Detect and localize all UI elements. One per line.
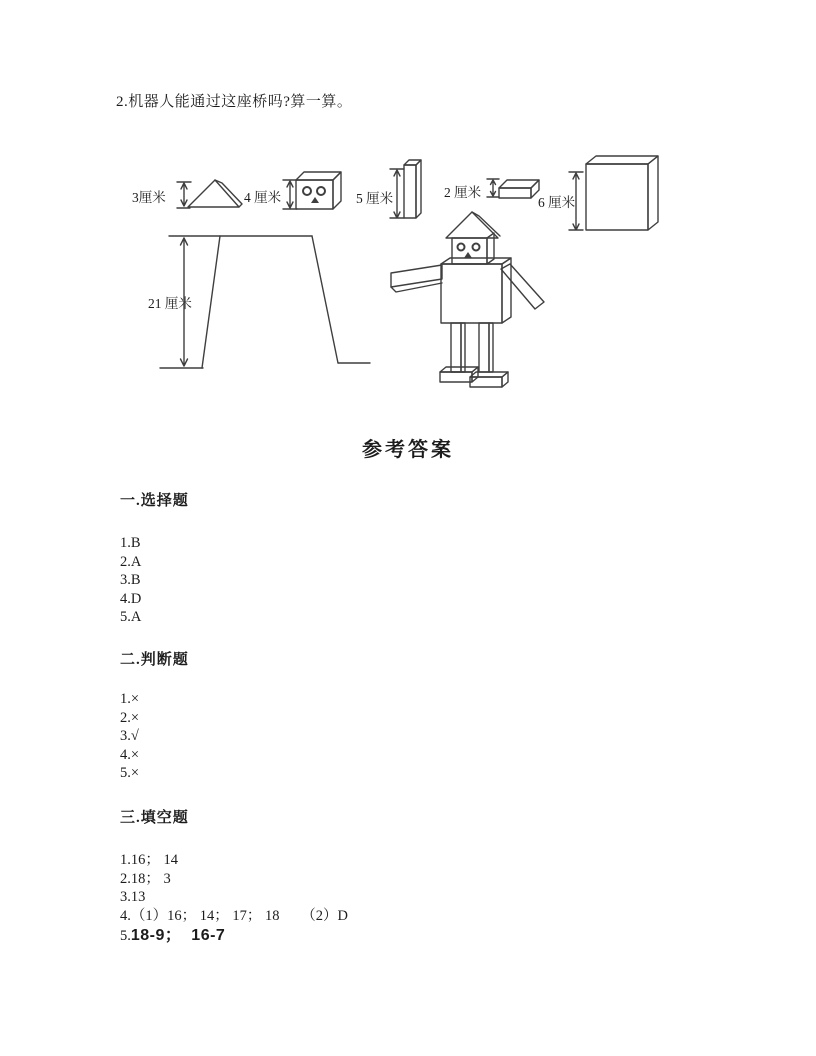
answer-line: 5.×	[120, 765, 140, 782]
answer-key-title: 参考答案	[362, 439, 454, 461]
answer-line: 1.B	[120, 535, 141, 551]
cube-shape	[538, 156, 658, 230]
column-shape	[356, 160, 421, 218]
judgement-answers	[120, 690, 139, 783]
answer-number: 5.	[120, 928, 131, 945]
fill-answers	[120, 851, 348, 946]
answer-line: 3.B	[120, 572, 141, 589]
answer-line: 3.13	[120, 889, 146, 906]
robot-foot	[440, 372, 472, 382]
robot-foot	[470, 377, 502, 387]
section-heading-judgement: 二.判断题	[120, 652, 189, 668]
robot-head	[452, 238, 487, 264]
bridge-outline	[148, 236, 370, 368]
answer-line: 2.A	[120, 553, 142, 570]
answer-line: 4.（1）16； 14； 17； 18 （2）D	[120, 907, 348, 924]
choice-answers	[120, 534, 141, 627]
answer-line: 2.18； 3	[120, 870, 171, 887]
robot-leg	[451, 323, 461, 372]
answer-line: 1.16； 14	[120, 852, 178, 868]
slab-dim-label: 2 厘米	[444, 185, 482, 200]
head-block-dim-arrow	[283, 180, 297, 209]
answer-line: 1.×	[120, 691, 140, 707]
robot-body	[441, 264, 502, 323]
robot-hat	[446, 212, 498, 238]
bridge-dim-label: 21 厘米	[148, 296, 192, 311]
column-dim-label: 5 厘米	[356, 191, 394, 206]
problem-figure	[120, 150, 680, 400]
wedge-dim-arrow	[177, 182, 191, 208]
answer-line: 4.×	[120, 746, 140, 763]
wedge-shape	[132, 180, 242, 208]
slab-shape	[444, 179, 539, 200]
section-heading-choice: 一.选择题	[120, 493, 189, 509]
cube-dim-label: 6 厘米	[538, 195, 576, 210]
robot-right-arm	[501, 264, 544, 309]
answer-line: 3.√	[120, 728, 139, 745]
wedge-dim-label: 3厘米	[132, 190, 166, 205]
answer-line: 5.A	[120, 609, 142, 626]
answer-bold-text: 18-9； 16-7	[130, 927, 226, 945]
answer-line: 4.D	[120, 590, 142, 607]
robot-leg	[479, 323, 489, 372]
answer-line	[120, 927, 348, 946]
robot-drawing	[391, 212, 544, 387]
question-title: 2.机器人能通过这座桥吗?算一算。	[116, 94, 353, 110]
slab-dim-arrow	[487, 179, 499, 197]
robot-eye	[473, 244, 480, 251]
figure-drawing	[120, 150, 680, 400]
robot-left-arm	[391, 265, 442, 287]
answer-line: 2.×	[120, 709, 140, 726]
robot-nose	[464, 252, 472, 258]
section-heading-fill: 三.填空题	[120, 810, 189, 826]
head-block-shape	[244, 172, 341, 209]
robot-eye	[458, 244, 465, 251]
head-block-dim-label: 4 厘米	[244, 190, 282, 205]
